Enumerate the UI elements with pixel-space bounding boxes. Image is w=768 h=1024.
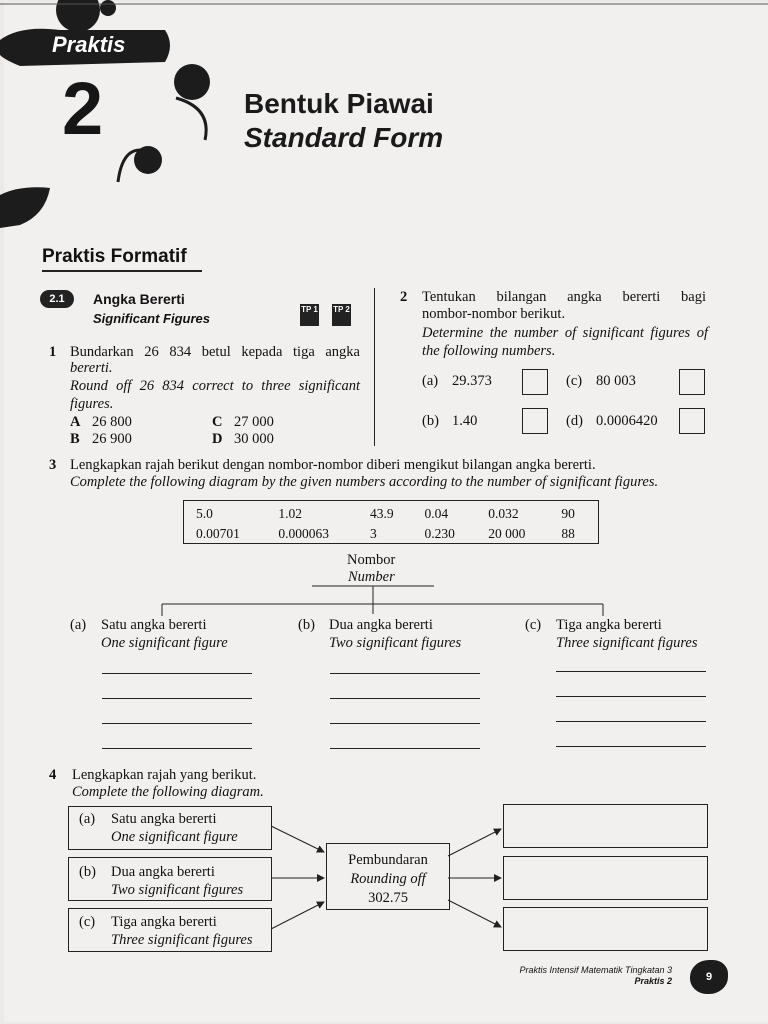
q3-answer-line-a3[interactable]	[102, 723, 252, 724]
q3-number-cell: 88	[561, 526, 575, 541]
subsection-title-en: Significant Figures	[93, 311, 211, 326]
q3-number-cell: 0.230	[424, 526, 455, 541]
section-heading: Praktis Formatif	[42, 246, 187, 267]
q4-text-ms: Lengkapkan rajah yang berikut.	[72, 767, 257, 783]
q1-option-letter-a[interactable]: A	[70, 414, 81, 430]
q4-input-ms-b: Dua angka bererti	[111, 864, 215, 880]
q2-item-value-d: 0.0006420	[596, 413, 658, 429]
q4-input-box-b	[68, 857, 272, 901]
q4-input-ms-a: Satu angka bererti	[111, 811, 217, 827]
q2-item-value-c: 80 003	[596, 373, 636, 389]
q2-answer-box-b[interactable]	[522, 408, 548, 434]
q4-text-en: Complete the following diagram.	[72, 784, 264, 800]
q3-branch-en-c: Three significant figures	[556, 635, 698, 651]
q3-answer-line-a1[interactable]	[102, 673, 252, 674]
q1-option-letter-c[interactable]: C	[212, 414, 223, 430]
q2-answer-box-c[interactable]	[679, 369, 705, 395]
q3-answer-line-c4[interactable]	[556, 746, 706, 747]
q3-number: 3	[49, 457, 57, 473]
q1-option-value-d[interactable]: 30 000	[234, 431, 274, 447]
q1-option-letter-b[interactable]: B	[70, 431, 80, 447]
q2-text-ms-2: nombor-nombor berikut.	[422, 306, 566, 322]
q3-branch-ms-b: Dua angka bererti	[329, 617, 433, 633]
q4-center-ms: Pembundaran	[348, 852, 428, 868]
q3-branch-label-c: (c)	[525, 617, 542, 633]
q3-branch-en-b: Two significant figures	[329, 635, 462, 651]
q3-root-en: Number	[348, 569, 395, 585]
q4-input-label-a: (a)	[79, 811, 96, 827]
q2-item-value-b: 1.40	[452, 413, 478, 429]
q2-item-label-a: (a)	[422, 373, 439, 389]
q3-answer-line-c1[interactable]	[556, 671, 706, 672]
q2-text-ms-1: Tentukan bilangan angka bererti bagi	[422, 289, 706, 305]
subsection-number-badge: 2.1	[40, 290, 74, 308]
q4-input-box-a	[68, 806, 272, 850]
q3-number-cell: 3	[370, 526, 377, 541]
tp-badge-2: TP 2	[332, 304, 351, 326]
q2-item-label-c: (c)	[566, 373, 583, 389]
q3-answer-line-b4[interactable]	[330, 748, 480, 749]
q3-text-ms: Lengkapkan rajah berikut dengan nombor-nombor diberi mengikut bilangan angka bererti.	[70, 457, 596, 473]
q3-number-cell: 0.032	[488, 506, 519, 521]
q4-center-en: Rounding off	[350, 871, 426, 887]
q3-numbers-table	[188, 504, 594, 544]
q3-branch-en-a: One significant figure	[101, 635, 228, 651]
q4-number: 4	[49, 767, 57, 783]
q1-option-letter-d[interactable]: D	[212, 431, 223, 447]
q1-option-value-b[interactable]: 26 900	[92, 431, 132, 447]
q3-text-en: Complete the following diagram by the given numbers according to the number of significant figures.	[70, 474, 659, 490]
q4-center-value: 302.75	[368, 890, 408, 906]
q4-input-ms-c: Tiga angka bererti	[111, 914, 217, 930]
footer-chapter: Praktis 2	[634, 976, 672, 986]
q3-numbers-row-2	[188, 524, 594, 544]
q2-text-en-2: the following numbers.	[422, 343, 556, 359]
q3-number-cell: 0.000063	[278, 526, 329, 541]
chapter-title-ms: Bentuk Piawai	[244, 88, 434, 119]
q2-text-en-1: Determine the number of significant figures of	[422, 325, 708, 341]
q1-text-en-1: Round off 26 834 correct to three significant	[70, 378, 360, 394]
footer-book-title: Praktis Intensif Matematik Tingkatan 3	[519, 965, 672, 975]
tp-badge-1: TP 1	[300, 304, 319, 326]
page-number-badge: 9	[690, 960, 728, 994]
q3-answer-line-b1[interactable]	[330, 673, 480, 674]
q3-branch-label-a: (a)	[70, 617, 87, 633]
chapter-title-en: Standard Form	[244, 122, 444, 153]
q3-branch-label-b: (b)	[298, 617, 315, 633]
q2-item-label-d: (d)	[566, 413, 583, 429]
q3-number-cell: 90	[561, 506, 575, 521]
q4-input-box-c	[68, 908, 272, 952]
q1-option-value-c[interactable]: 27 000	[234, 414, 274, 430]
q4-output-box-b[interactable]	[503, 856, 708, 900]
q3-numbers-box	[183, 500, 599, 544]
praktis-banner-label: Praktis	[52, 32, 126, 57]
q3-number-cell: 5.0	[196, 506, 213, 521]
q4-center-box	[326, 843, 450, 910]
q3-number-cell: 0.04	[424, 506, 449, 521]
q3-answer-line-c3[interactable]	[556, 721, 706, 722]
column-divider	[374, 288, 375, 446]
q3-answer-line-a2[interactable]	[102, 698, 252, 699]
q1-text-ms-1: Bundarkan 26 834 betul kepada tiga angka	[70, 344, 360, 360]
q2-number: 2	[400, 289, 408, 305]
q2-answer-box-d[interactable]	[679, 408, 705, 434]
chapter-number: 2	[62, 67, 104, 150]
q1-number: 1	[49, 344, 57, 360]
q2-item-label-b: (b)	[422, 413, 439, 429]
q2-item-value-a: 29.373	[452, 373, 492, 389]
q3-numbers-row-1	[188, 504, 594, 524]
q4-input-en-a: One significant figure	[111, 829, 238, 845]
section-underline	[42, 270, 202, 272]
q3-number-cell: 0.00701	[196, 526, 240, 541]
q4-output-box-c[interactable]	[503, 907, 708, 951]
q4-input-label-b: (b)	[79, 864, 96, 880]
q3-answer-line-b3[interactable]	[330, 723, 480, 724]
q3-answer-line-c2[interactable]	[556, 696, 706, 697]
q3-branch-ms-c: Tiga angka bererti	[556, 617, 662, 633]
q3-answer-line-b2[interactable]	[330, 698, 480, 699]
q3-answer-line-a4[interactable]	[102, 748, 252, 749]
q4-input-label-c: (c)	[79, 914, 96, 930]
q1-text-en-2: figures.	[70, 396, 114, 412]
q3-number-cell: 43.9	[370, 506, 394, 521]
q1-text-ms-2: bererti.	[70, 360, 113, 376]
subsection-title-ms: Angka Bererti	[93, 291, 185, 307]
q3-branch-ms-a: Satu angka bererti	[101, 617, 207, 633]
q3-number-cell: 1.02	[278, 506, 302, 521]
q4-input-en-b: Two significant figures	[111, 882, 244, 898]
q4-output-box-a[interactable]	[503, 804, 708, 848]
q4-input-en-c: Three significant figures	[111, 932, 253, 948]
q1-option-value-a[interactable]: 26 800	[92, 414, 132, 430]
q2-answer-box-a[interactable]	[522, 369, 548, 395]
q3-root-ms: Nombor	[347, 552, 396, 568]
q3-number-cell: 20 000	[488, 526, 526, 541]
